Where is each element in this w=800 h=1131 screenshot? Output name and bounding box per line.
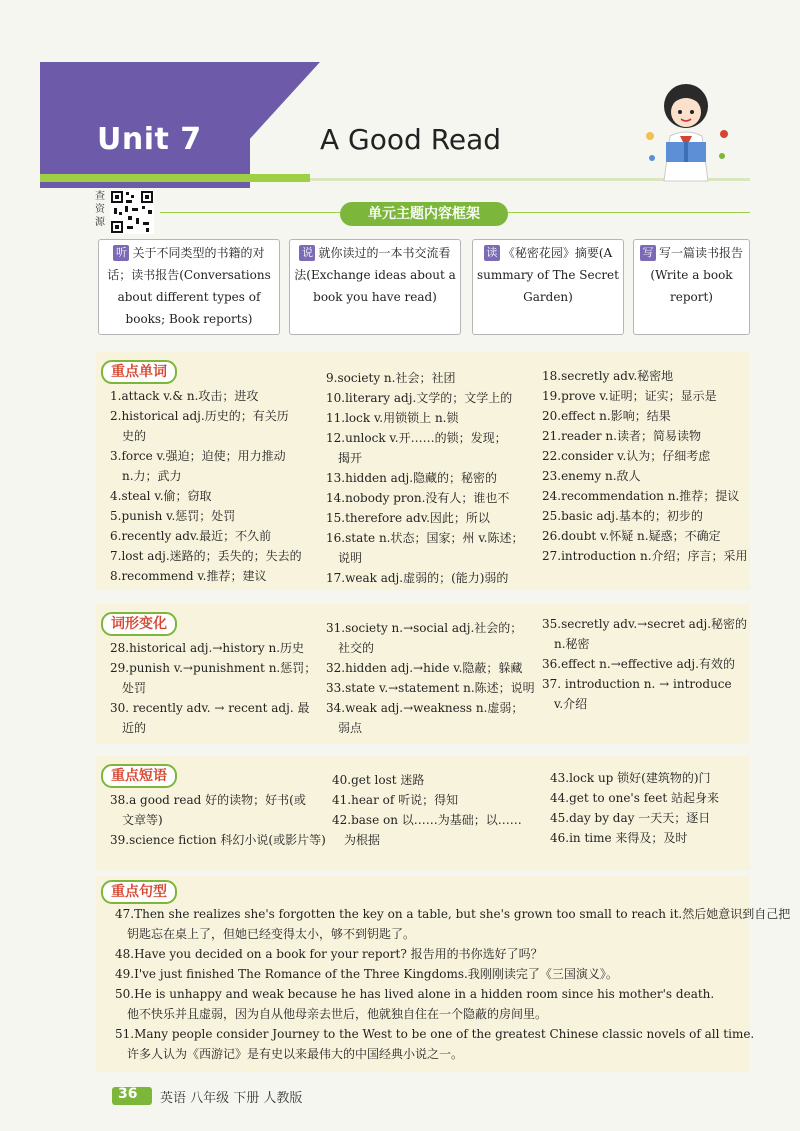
listening-tag: 听: [113, 245, 129, 261]
vocab-col-2: [326, 368, 536, 588]
list-item: 20.effect n.影响；结果: [542, 409, 671, 423]
wordforms-title: 词形变化: [101, 612, 177, 636]
list-item: 为根据: [344, 833, 381, 847]
sentence-line: 许多人认为《西游记》是有史以来最伟大的中国经典小说之一。: [127, 1047, 464, 1061]
list-item: 28.historical adj.→history n.历史: [110, 641, 305, 655]
list-item: 35.secretly adv.→secret adj.秘密的: [542, 617, 748, 631]
list-item: 社交的: [338, 641, 375, 655]
page-number: 36: [118, 1086, 138, 1102]
list-item: 15.therefore adv.因此；所以: [326, 511, 490, 525]
list-item: 22.consider v.认为；仔细考虑: [542, 449, 711, 463]
list-item: 史的: [122, 429, 147, 443]
list-item: 18.secretly adv.秘密地: [542, 369, 674, 383]
list-item: 13.hidden adj.隐藏的；秘密的: [326, 471, 498, 485]
list-item: v.介绍: [554, 697, 588, 711]
reading-tag: 读: [484, 245, 500, 261]
framework-title: 单元主题内容框架: [340, 202, 508, 226]
wordforms-col-1: [110, 638, 320, 738]
sentence-line: 50.He is unhappy and weak because he has lived alone in a hidden room since his mother's death.: [115, 987, 715, 1001]
qr-label: 查资源: [95, 191, 105, 228]
list-item: 11.lock v.用锁锁上 n.锁: [326, 411, 459, 425]
list-item: 文章等): [122, 813, 163, 827]
list-item: 34.weak adj.→weakness n.虚弱；: [326, 701, 524, 715]
banner-green-strip: [40, 174, 310, 182]
list-item: 6.recently adv.最近；不久前: [110, 529, 272, 543]
unit-label: Unit 7: [97, 122, 202, 157]
speaking-tag: 说: [299, 245, 315, 261]
framework-box-text: 写一篇读书报告(Write a book report): [650, 246, 743, 304]
framework-box-text: 就你读过的一本书交流看法(Exchange ideas about a book you have read): [294, 246, 456, 304]
list-item: 7.lost adj.迷路的；丢失的；失去的: [110, 549, 302, 563]
phrases-col-2: [332, 770, 536, 850]
list-item: 9.society n.社会；社团: [326, 371, 456, 385]
framework-box-writing: [633, 239, 750, 335]
sentence-line: 48.Have you decided on a book for your report? 报告用的书你选好了吗？: [115, 947, 543, 961]
list-item: 1.attack v.& n.攻击；进攻: [110, 389, 259, 403]
list-item: 12.unlock v.开……的锁；发现；: [326, 431, 507, 445]
phrases-col-1: [110, 790, 326, 850]
framework-box-listening: [98, 239, 280, 335]
unit-banner-slant: [205, 62, 320, 188]
vocab-col-1: [110, 386, 320, 586]
list-item: 29.punish v.→punishment n.惩罚；: [110, 661, 317, 675]
sentence-line: 49.I've just finished The Romance of the Three Kingdoms.我刚刚读完了《三国演义》。: [115, 967, 618, 981]
list-item: 30. recently adv. → recent adj. 最: [110, 701, 310, 715]
list-item: 3.force v.强迫；迫使；用力推动: [110, 449, 286, 463]
vocab-col-3: [542, 366, 750, 566]
list-item: 10.literary adj.文学的；文学上的: [326, 391, 513, 405]
phrases-title: 重点短语: [101, 764, 177, 788]
list-item: 43.lock up 锁好(建筑物的)门: [550, 771, 711, 785]
list-item: 26.doubt v.怀疑 n.疑惑；不确定: [542, 529, 721, 543]
list-item: 32.hidden adj.→hide v.隐蔽；躲藏: [326, 661, 523, 675]
list-item: 21.reader n.读者；简易读物: [542, 429, 701, 443]
list-item: 4.steal v.偷；窃取: [110, 489, 212, 503]
list-item: 40.get lost 迷路: [332, 773, 425, 787]
list-item: 16.state n.状态；国家；州 v.陈述；: [326, 531, 524, 545]
list-item: 25.basic adj.基本的；初步的: [542, 509, 703, 523]
list-item: n.力；武力: [122, 469, 182, 483]
unit-title: A Good Read: [320, 123, 502, 156]
sentence-line: 他不快乐并且虚弱，因为自从他母亲去世后，他就独自住在一个隐蔽的房间里。: [127, 1007, 548, 1021]
list-item: 42.base on 以……为基础；以……: [332, 813, 522, 827]
framework-box-reading: [472, 239, 624, 335]
list-item: 33.state v.→statement n.陈述；说明: [326, 681, 535, 695]
list-item: 处罚: [122, 681, 147, 695]
list-item: 说明: [338, 551, 363, 565]
footer-text: 英语 八年级 下册 人教版: [160, 1091, 303, 1106]
list-item: 5.punish v.惩罚；处罚: [110, 509, 236, 523]
list-item: n.秘密: [554, 637, 590, 651]
framework-box-speaking: [289, 239, 461, 335]
wordforms-col-2: [326, 618, 536, 738]
list-item: 45.day by day 一天天；逐日: [550, 811, 711, 825]
framework-box-text: 关于不同类型的书籍的对话；读书报告(Conversations about different types of books; Book reports): [107, 246, 271, 326]
writing-tag: 写: [640, 245, 656, 261]
list-item: 27.introduction n.介绍；序言；采用: [542, 549, 748, 563]
list-item: 23.enemy n.敌人: [542, 469, 641, 483]
list-item: 2.historical adj.历史的；有关历: [110, 409, 289, 423]
list-item: 41.hear of 听说；得知: [332, 793, 459, 807]
list-item: 44.get to one's feet 站起身来: [550, 791, 719, 805]
list-item: 弱点: [338, 721, 363, 735]
list-item: 46.in time 来得及；及时: [550, 831, 688, 845]
list-item: 36.effect n.→effective adj.有效的: [542, 657, 735, 671]
list-item: 39.science fiction 科幻小说(或影片等): [110, 833, 326, 847]
phrases-col-3: [550, 768, 750, 848]
list-item: 14.nobody pron.没有人；谁也不: [326, 491, 510, 505]
list-item: 31.society n.→social adj.社会的；: [326, 621, 523, 635]
list-item: 19.prove v.证明；证实；显示是: [542, 389, 717, 403]
sentences-title: 重点句型: [101, 880, 177, 904]
list-item: 近的: [122, 721, 147, 735]
wordforms-col-3: [542, 614, 750, 714]
sentences-list: [115, 904, 791, 1064]
framework-box-text: 《秘密花园》摘要(A summary of The Secret Garden): [477, 246, 619, 304]
sentence-line: 51.Many people consider Journey to the West to be one of the greatest Chinese classic novels of all time.: [115, 1027, 755, 1041]
list-item: 37. introduction n. → introduce: [542, 677, 732, 691]
reading-girl-illustration: [636, 76, 736, 186]
list-item: 17.weak adj.虚弱的；(能力)弱的: [326, 571, 509, 585]
qr-code-icon[interactable]: [110, 190, 154, 234]
list-item: 38.a good read 好的读物；好书(或: [110, 793, 306, 807]
sentence-line: 47.Then she realizes she's forgotten the key on a table, but she's grown too small to reach it.然后她意识到自己把: [115, 907, 791, 921]
vocab-title: 重点单词: [101, 360, 177, 384]
list-item: 24.recommendation n.推荐；提议: [542, 489, 740, 503]
list-item: 揭开: [338, 451, 363, 465]
list-item: 8.recommend v.推荐；建议: [110, 569, 267, 583]
sentence-line: 钥匙忘在桌上了，但她已经变得太小，够不到钥匙了。: [127, 927, 416, 941]
